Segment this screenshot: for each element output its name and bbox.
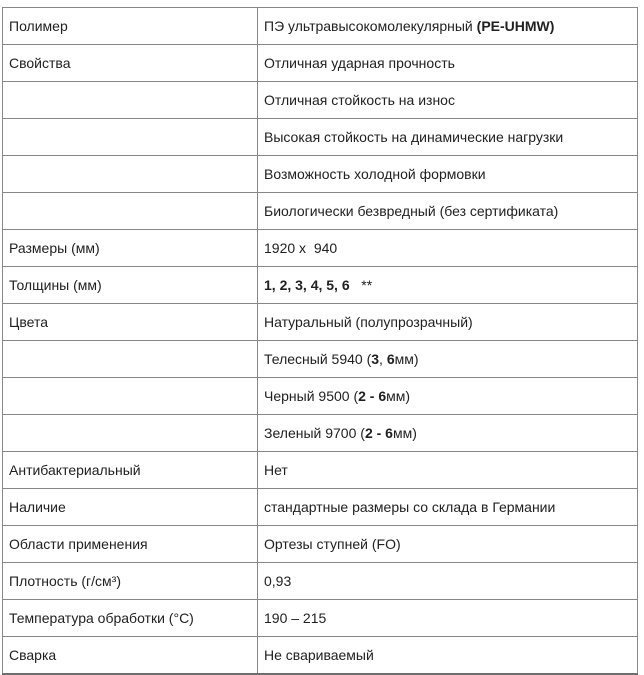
- spec-value-cell: [258, 415, 638, 452]
- table-row: [3, 304, 638, 341]
- spec-label-cell: Температура обработки (°С): [3, 600, 258, 637]
- table-row: [3, 8, 638, 45]
- table-row: [3, 489, 638, 526]
- value-segment: мм): [394, 351, 419, 367]
- spec-value-cell: [258, 193, 638, 230]
- spec-label-cell: [3, 82, 258, 119]
- value-segment-bold: 3: [371, 351, 380, 367]
- value-segment: 1920 x 940: [264, 240, 338, 256]
- spec-label-cell: [3, 415, 258, 452]
- value-segment: Биологически безвредный (без сертификата): [264, 203, 559, 219]
- table-row: [3, 563, 638, 600]
- value-segment: 190 – 215: [264, 610, 327, 626]
- spec-label-cell: Области применения: [3, 526, 258, 563]
- value-segment: Высокая стойкость на динамические нагрузки: [264, 129, 564, 145]
- value-segment: Зеленый 9700 (: [264, 425, 365, 441]
- spec-value-cell: [258, 267, 638, 304]
- spec-label-cell: Цвета: [3, 304, 258, 341]
- value-segment-bold: 2 - 6: [358, 388, 387, 404]
- value-segment: Телесный 5940 (: [264, 351, 372, 367]
- table-row: [3, 230, 638, 267]
- spec-value-cell: [258, 304, 638, 341]
- spec-value-cell: [258, 489, 638, 526]
- spec-value-cell: [258, 156, 638, 193]
- spec-label-cell: Размеры (мм): [3, 230, 258, 267]
- table-row: [3, 637, 638, 675]
- table-row: [3, 193, 638, 230]
- spec-label-cell: Свойства: [3, 45, 258, 82]
- spec-value-cell: [258, 452, 638, 489]
- value-segment-bold: 1, 2, 3, 4, 5, 6: [264, 277, 350, 293]
- table-row: [3, 119, 638, 156]
- value-segment: Нет: [264, 462, 288, 478]
- spec-label-cell: Полимер: [3, 8, 258, 45]
- spec-label-cell: [3, 156, 258, 193]
- value-segment: Черный 9500 (: [264, 388, 359, 404]
- table-row: [3, 378, 638, 415]
- value-segment-bold: 6: [386, 351, 395, 367]
- spec-value-cell: [258, 230, 638, 267]
- value-segment: Отличная стойкость на износ: [264, 92, 455, 108]
- value-segment: ПЭ ультравысокомолекулярный: [264, 18, 477, 34]
- value-segment: мм): [392, 425, 417, 441]
- spec-value-cell: [258, 341, 638, 378]
- value-segment-bold: (PE-UHMW): [476, 18, 555, 34]
- spec-value-cell: [258, 563, 638, 600]
- spec-value-cell: [258, 45, 638, 82]
- spec-value-cell: [258, 378, 638, 415]
- spec-label-cell: [3, 378, 258, 415]
- value-segment: Возможность холодной формовки: [264, 166, 486, 182]
- spec-value-cell: [258, 637, 638, 675]
- spec-value-cell: [258, 82, 638, 119]
- spec-label-cell: Плотность (г/см³): [3, 563, 258, 600]
- value-segment: 0,93: [264, 573, 292, 589]
- spec-label-cell: Сварка: [3, 637, 258, 675]
- table-row: [3, 452, 638, 489]
- spec-label-cell: Толщины (мм): [3, 267, 258, 304]
- spec-value-cell: [258, 526, 638, 563]
- value-segment: Ортезы ступней (FO): [264, 536, 401, 552]
- spec-value-cell: [258, 600, 638, 637]
- polymer-spec-table: [2, 7, 638, 675]
- table-row: [3, 45, 638, 82]
- value-segment: Отличная ударная прочность: [264, 55, 455, 71]
- spec-label-cell: Наличие: [3, 489, 258, 526]
- value-segment: мм): [386, 388, 411, 404]
- table-row: [3, 341, 638, 378]
- value-segment: ,: [379, 351, 387, 367]
- table-row: [3, 600, 638, 637]
- table-row: [3, 82, 638, 119]
- spec-table-body: [3, 8, 638, 675]
- table-row: [3, 415, 638, 452]
- table-row: [3, 526, 638, 563]
- value-segment: Не свариваемый: [264, 647, 374, 663]
- spec-label-cell: [3, 119, 258, 156]
- spec-label-cell: [3, 193, 258, 230]
- spec-value-cell: [258, 8, 638, 45]
- table-row: [3, 267, 638, 304]
- spec-label-cell: [3, 341, 258, 378]
- value-segment-bold: 2 - 6: [364, 425, 393, 441]
- table-row: [3, 156, 638, 193]
- value-segment: Натуральный (полупрозрачный): [264, 314, 473, 330]
- spec-label-cell: Антибактериальный: [3, 452, 258, 489]
- value-segment: стандартные размеры со склада в Германии: [264, 499, 556, 515]
- spec-value-cell: [258, 119, 638, 156]
- value-segment: **: [349, 277, 373, 293]
